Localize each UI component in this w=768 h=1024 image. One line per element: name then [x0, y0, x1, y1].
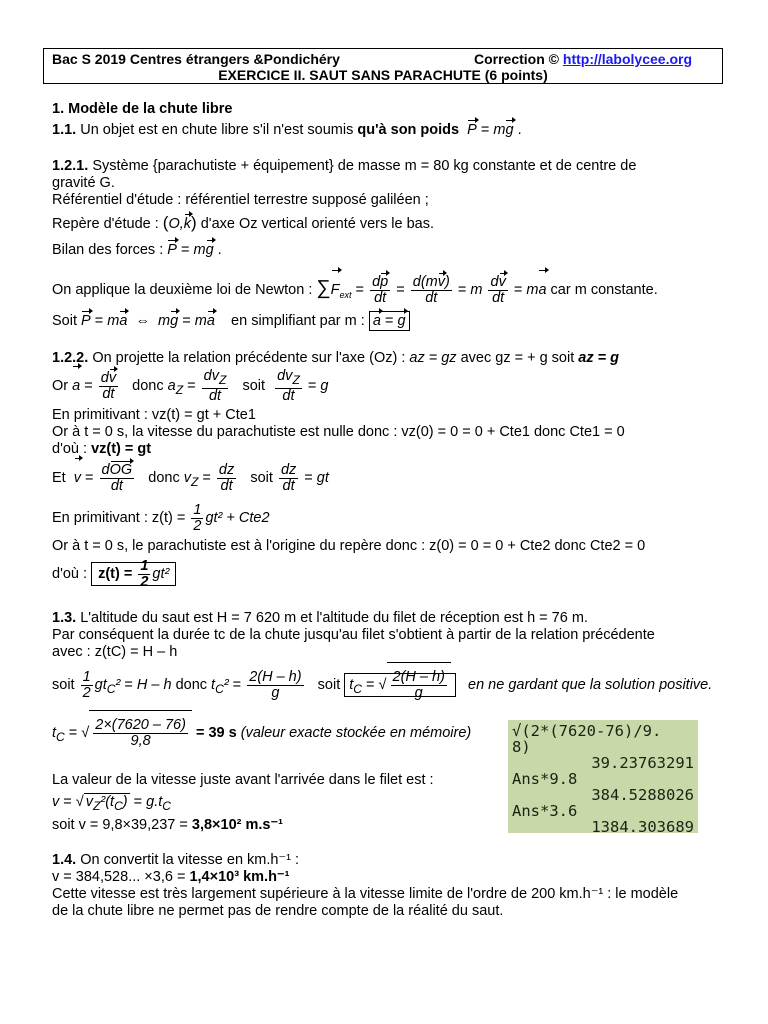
calculator-screen — [508, 720, 698, 833]
bilan-forces: Bilan des forces : P = mg . — [52, 242, 222, 258]
calc-result-3: 1384.303689 — [591, 818, 694, 833]
exercise-title: EXERCICE II. SAUT SANS PARACHUTE (6 points) — [218, 67, 548, 83]
calc-input-1: √(2*(7620-76)/9. — [512, 722, 662, 740]
referentiel: Référentiel d'étude : référentiel terrestre supposé galiléen ; — [52, 192, 429, 208]
calc-result-1: 39.23763291 — [591, 754, 694, 772]
vitesse-result: soit v = 9,8×39,237 = 3,8×10² m.s⁻¹ — [52, 817, 283, 833]
simplification: Soit P = ma ⇔ mg = ma en simplifiant par m : a = g — [52, 313, 410, 330]
result-vz: d'où : vz(t) = gt — [52, 441, 152, 457]
initial-cond-2: Or à t = 0 s, le parachutiste est à l'origine du repère donc : z(0) = 0 = 0 + Cte2 donc Cte2 = 0 — [52, 538, 646, 554]
q13-line2: Par conséquent la durée tc de la chute jusqu'au filet s'obtient à partir de la relation précédente — [52, 627, 655, 643]
header-exam: Bac S 2019 Centres étrangers &Pondichéry — [52, 51, 340, 67]
conclusion-2: de la chute libre ne permet pas de rendre compte de la réalité du saut. — [52, 903, 504, 919]
newton-law: On applique la deuxième loi de Newton : $\sum F_{ext}$ = $\frac{dp}{dt}$ = $\frac{d(mv)}{dt}$ = m $\frac{dv}{dt}$ = ma car m constante. — [52, 270, 658, 313]
q122: 1.2.2. On projette la relation précédente sur l'axe (Oz) : az = gz avec gz = + g soit az = g — [52, 350, 619, 366]
velocity-eq: Et v = $\frac{\text{dOG}}{dt}$ donc $v_Z$ = $\frac{dz}{dt}$ soit $\frac{dz}{dt}$ = gt — [52, 460, 329, 500]
tc-numeric: $t_C$ = √ $\frac{2\times(7620 - 76)}{9,8}$ = 39 s (valeur exacte stockée en mémoire) — [52, 710, 471, 759]
q11: 1.1. Un objet est en chute libre s'il n'est soumis qu'à son poids P = mg . — [52, 122, 522, 138]
q14-calc: v = 384,528... ×3,6 = 1,4×10³ km.h⁻¹ — [52, 869, 290, 885]
conclusion-1: Cette vitesse est très largement supérieure à la vitesse limite de l'ordre de 200 km.h⁻¹ : le modèle — [52, 886, 679, 902]
header-box — [43, 48, 723, 84]
calc-result-2: 384.5288026 — [591, 786, 694, 804]
q121-line1: 1.2.1. Système {parachutiste + équipement} de masse m = 80 kg constante et de centre de — [52, 158, 637, 174]
q121-line2: gravité G. — [52, 175, 115, 191]
initial-cond-1: Or à t = 0 s, la vitesse du parachutiste est nulle donc : vz(0) = 0 = 0 + Cte1 donc Cte1 = 0 — [52, 424, 625, 440]
calc-input-3: Ans*3.6 — [512, 802, 578, 820]
q13-line1: 1.3. L'altitude du saut est H = 7 620 m et l'altitude du filet de réception est h = 76 m. — [52, 610, 588, 626]
header-correction: Correction © http://labolycee.org — [474, 51, 693, 67]
section-title: 1. Modèle de la chute libre — [52, 101, 233, 117]
q14: 1.4. On convertit la vitesse en km.h⁻¹ : — [52, 852, 300, 868]
labolycee-link[interactable]: http://labolycee.org — [562, 51, 693, 67]
primitive-2: En primitivant : z(t) = $\frac{1}{2}$ gt² + Cte2 — [52, 501, 270, 534]
primitive-1: En primitivant : vz(t) = gt + Cte1 — [52, 407, 256, 423]
vitesse-formula: v = √ $v_Z^2(t_C) = g.t_C$ — [52, 794, 172, 813]
repere: Repère d'étude : (O,k) d'axe Oz vertical orienté vers le bas. — [52, 213, 434, 232]
calc-input-2: Ans*9.8 — [512, 770, 578, 788]
acceleration-eq: Or a = $\frac{dv}{dt}$ donc $a_Z$ = $\frac{dv_Z}{dt}$ soit $\frac{dv_Z}{dt}$ = g — [52, 367, 329, 404]
tc-equation: soit $\frac{1}{2}$ $gt_C^2 = H - h$ donc $t_C^2$ = $\frac{2(H - h)}{g}$ soit $t_C$ = √ $\frac{2(H - h)}{g}$ en ne gardant que la solution positive. — [52, 662, 712, 711]
calc-input-1b: 8) — [512, 738, 531, 756]
result-z: d'où : z(t) = $\frac{1}{2}$ gt² — [52, 556, 176, 592]
vitesse-intro: La valeur de la vitesse juste avant l'arrivée dans le filet est : — [52, 772, 434, 788]
q13-line3: avec : z(tC) = H – h — [52, 644, 178, 660]
